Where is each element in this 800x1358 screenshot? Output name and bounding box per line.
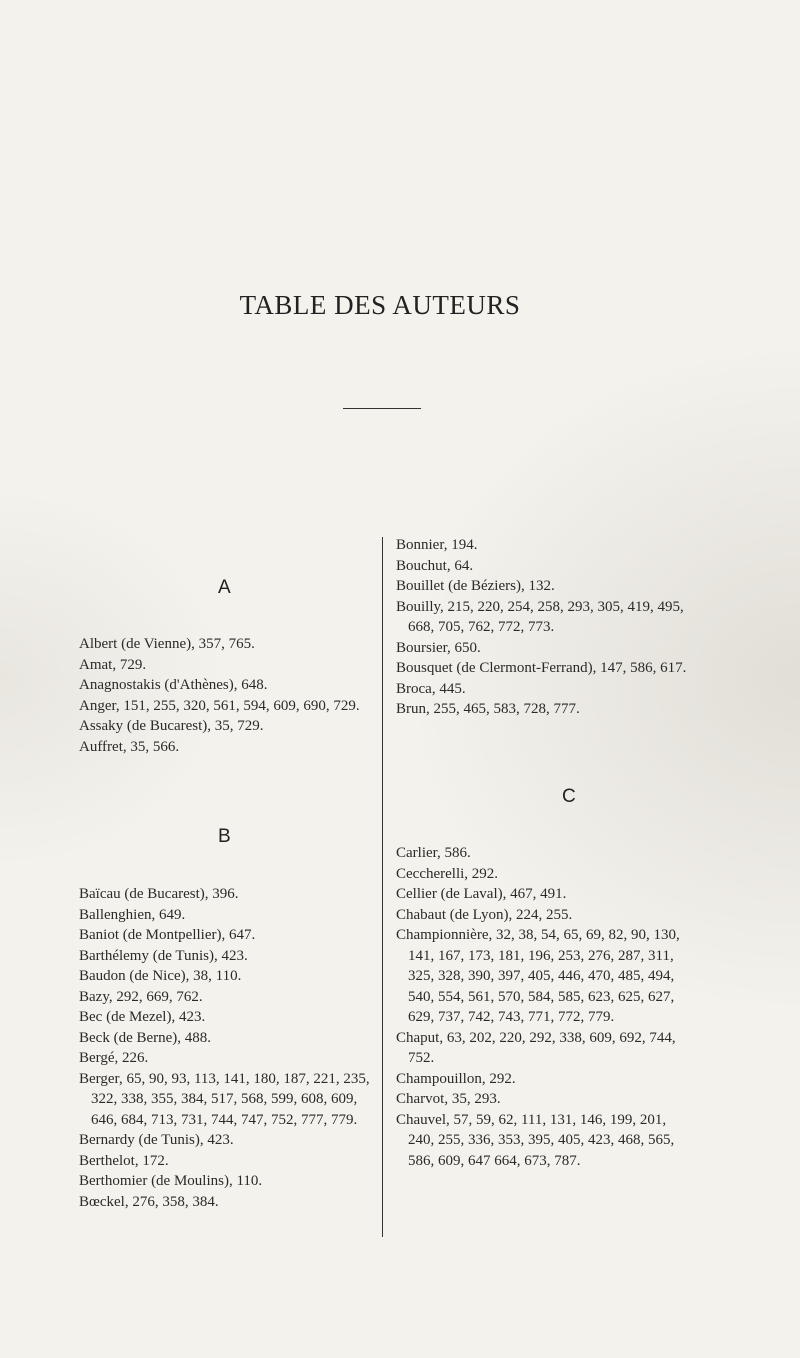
title-rule xyxy=(343,408,421,409)
index-entry: Chaput, 63, 202, 220, 292, 338, 609, 692, 744, 752. xyxy=(396,1029,676,1066)
index-entry: Bernardy (de Tunis), 423. xyxy=(79,1132,234,1148)
index-entry: Berthelot, 172. xyxy=(79,1152,169,1169)
section-letter-c: C xyxy=(562,786,576,807)
index-entry: Beck (de Berne), 488. xyxy=(79,1029,212,1046)
index-entry: Ceccherelli, 292. xyxy=(396,865,499,882)
index-entry: Chauvel, 57, 59, 62, 111, 131, 146, 199, 201, 240, 255, 336, 353, 395, 405, 423, 468, 565, 586, 609, 647 664, 673, 787. xyxy=(396,1111,675,1169)
section-b-continued-list xyxy=(396,535,696,720)
index-entry: Bouilly, 215, 220, 254, 258, 293, 305, 419, 495, 668, 705, 762, 772, 773. xyxy=(396,598,684,635)
section-a-list xyxy=(79,634,374,757)
index-entry: Bec (de Mezel), 423. xyxy=(79,1009,206,1025)
index-entry: Berthomier (de Moulins), 110. xyxy=(79,1173,263,1189)
index-entry: Bouchut, 64. xyxy=(396,557,474,574)
column-divider xyxy=(382,537,383,1237)
index-entry: Auffret, 35, 566. xyxy=(79,738,180,755)
index-entry: Albert (de Vienne), 357, 765. xyxy=(79,636,255,652)
index-entry: Bonnier, 194. xyxy=(396,537,478,553)
index-entry: Baniot (de Montpellier), 647. xyxy=(79,927,256,943)
index-entry: Brun, 255, 465, 583, 728, 777. xyxy=(396,701,580,717)
index-entry: Baïcau (de Bucarest), 396. xyxy=(79,886,239,902)
index-entry: Anger, 151, 255, 320, 561, 594, 609, 690, 729. xyxy=(79,697,360,714)
index-entry: Championnière, 32, 38, 54, 65, 69, 82, 90, 130, 141, 167, 173, 181, 196, 253, 276, 287, 311, 325, 328, 390, 397, 405, 446, 470, 485, 494, 540, 554, 561, 570, 584, 585, 623, 625, 627, 629, 737, 742, 743, 771, 772, 779. xyxy=(396,927,680,1025)
index-entry: Berger, 65, 90, 93, 113, 141, 180, 187, 221, 235, 322, 338, 355, 384, 517, 568, 599, 608, 609, 646, 684, 713, 731, 744, 747, 752, 777, 779. xyxy=(79,1070,370,1128)
section-letter-a: A xyxy=(218,577,231,598)
index-entry: Ballenghien, 649. xyxy=(79,906,186,923)
page-title: TABLE DES AUTEURS xyxy=(239,290,521,320)
section-c-list xyxy=(396,843,696,1171)
index-entry: Broca, 445. xyxy=(396,680,466,697)
index-entry: Cellier (de Laval), 467, 491. xyxy=(396,886,567,902)
index-entry: Champouillon, 292. xyxy=(396,1070,516,1087)
index-entry: Charvot, 35, 293. xyxy=(396,1091,501,1107)
index-entry: Barthélemy (de Tunis), 423. xyxy=(79,947,248,964)
index-entry: Bouillet (de Béziers), 132. xyxy=(396,578,555,594)
index-entry: Carlier, 586. xyxy=(396,845,471,861)
index-entry: Boursier, 650. xyxy=(396,639,481,656)
index-entry: Bergé, 226. xyxy=(79,1050,149,1066)
index-entry: Chabaut (de Lyon), 224, 255. xyxy=(396,906,573,923)
index-entry: Assaky (de Bucarest), 35, 729. xyxy=(79,718,264,734)
index-entry: Bousquet (de Clermont-Ferrand), 147, 586, 617. xyxy=(396,660,687,676)
section-b-list xyxy=(79,884,374,1212)
index-entry: Bazy, 292, 669, 762. xyxy=(79,988,203,1005)
index-entry: Amat, 729. xyxy=(79,656,147,673)
index-entry: Anagnostakis (d'Athènes), 648. xyxy=(79,677,268,693)
index-entry: Baudon (de Nice), 38, 110. xyxy=(79,968,242,984)
index-entry: Bœckel, 276, 358, 384. xyxy=(79,1193,219,1210)
section-letter-b: B xyxy=(218,826,231,847)
